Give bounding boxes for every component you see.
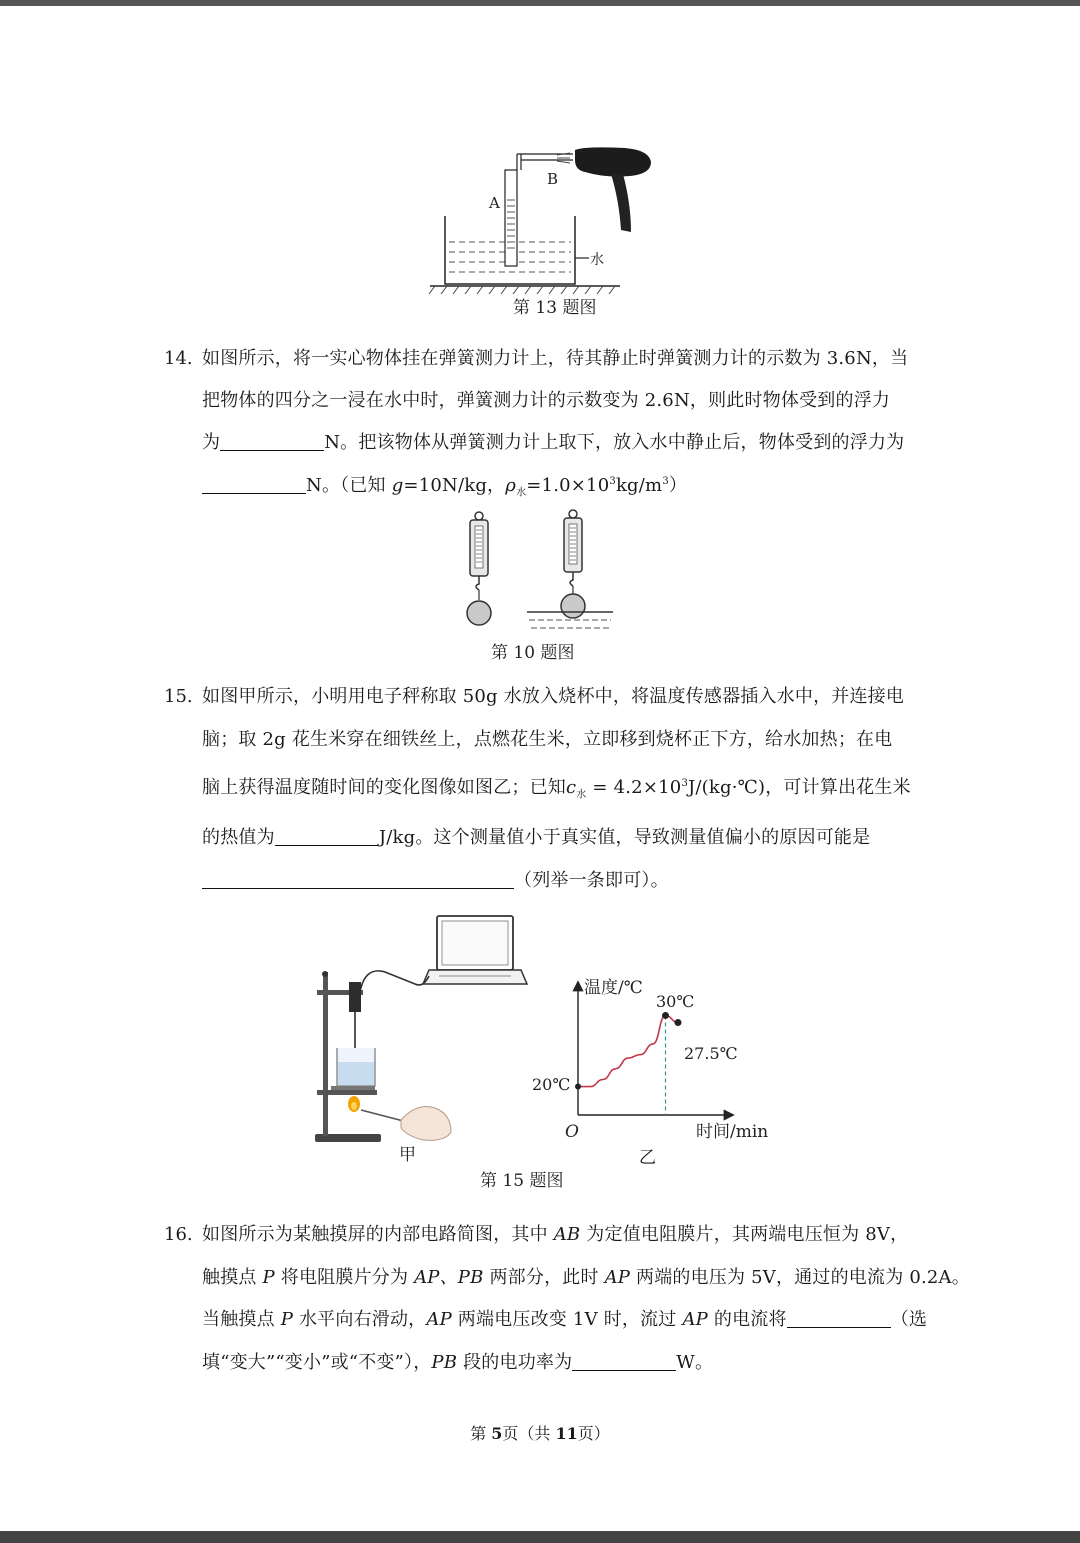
footer-page-number: 5 <box>491 1424 503 1443</box>
chart-start-label: 20℃ <box>532 1075 571 1094</box>
chart-end-label: 27.5℃ <box>684 1044 738 1063</box>
figure-13-caption: 第 13 题图 <box>513 298 597 318</box>
q16-answer-blank-2[interactable] <box>572 1350 676 1371</box>
figure-10-drawing <box>455 508 625 636</box>
fig15-label-yi: 乙 <box>639 1148 656 1168</box>
q16-ap2: AP <box>426 1309 452 1330</box>
footer-post: 页） <box>577 1424 610 1443</box>
footer-pre: 第 <box>470 1424 492 1443</box>
q16-line-3-c: 两端电压改变 1V 时，流过 <box>451 1309 683 1330</box>
q16-line-2-a: 触摸点 <box>202 1267 263 1288</box>
q15-line-2 <box>202 727 892 753</box>
q15-line-2-text: 脑；取 2g 花生米穿在细铁丝上，点燃花生米，立即移到烧杯正下方，给水加热；在电 <box>202 729 893 750</box>
q16-line-3-a: 当触摸点 <box>202 1309 281 1330</box>
q16-answer-blank-1[interactable] <box>787 1307 891 1328</box>
chart-point-end <box>675 1019 682 1026</box>
q14-line-3-pre: 为 <box>202 432 221 453</box>
q15-c-symbol: c <box>566 777 577 798</box>
q15-c-sub: 水 <box>576 789 587 801</box>
fig13-label-water: 水 <box>590 252 604 268</box>
q15-line-3 <box>202 775 911 801</box>
bottom-border <box>0 1531 1080 1543</box>
q16-ap3: AP <box>682 1309 708 1330</box>
figure-15-caption: 第 15 题图 <box>480 1171 564 1191</box>
top-border <box>0 0 1080 6</box>
temperature-chart <box>520 975 790 1170</box>
q16-line-2-b: 将电阻膜片分为 <box>274 1267 415 1288</box>
chart-peak-label: 30℃ <box>656 992 695 1011</box>
q16-number: 16. <box>164 1224 193 1245</box>
q14-rho-exp: 3 <box>609 476 616 487</box>
q15-line-4-post: J/kg。这个测量值小于真实值，导致测量值偏小的原因可能是 <box>378 827 871 848</box>
q15-line-1: 如图甲所示，小明用电子秤称取 50g 水放入烧杯中，将温度传感器插入水中，并连接电 <box>202 686 905 707</box>
q14-g-symbol: g <box>391 475 404 496</box>
q16-line-3-d: 的电流将 <box>707 1309 787 1330</box>
q14-rho-sub: 水 <box>516 487 527 499</box>
q14-line-2 <box>202 388 890 414</box>
q14-number: 14. <box>164 348 193 369</box>
q16-line-4-b: 段的电功率为 <box>457 1352 573 1373</box>
q14-rho-symbol: ρ <box>505 475 517 496</box>
q14-line-4-unit: N。 <box>306 475 341 496</box>
q14-answer-blank-1[interactable] <box>220 430 324 451</box>
q14-answer-blank-2[interactable] <box>202 473 306 494</box>
q15-answer-blank-1[interactable] <box>275 825 379 846</box>
q16-line-1-pre: 如图所示为某触摸屏的内部电路简图，其中 <box>202 1224 554 1245</box>
chart-series-line <box>578 1015 678 1086</box>
q14-close-paren: ） <box>668 475 688 496</box>
figure-13-drawing <box>425 140 665 300</box>
q14-line-4-given: （已知 <box>340 475 392 496</box>
page-footer <box>0 1421 1080 1444</box>
q16-ab: AB <box>553 1224 581 1245</box>
chart-origin-label: O <box>565 1122 579 1142</box>
q15-c-value: = 4.2×10 <box>586 777 682 798</box>
q15-line-4 <box>202 825 870 851</box>
q15-line-4-pre: 的热值为 <box>202 827 275 848</box>
q15-line-5-post: （列举一条即可）。 <box>514 870 669 891</box>
q14-line-2-text: 把物体的四分之一浸在水中时，弹簧测力计的示数变为 2.6N，则此时物体受到的浮力 <box>202 390 891 411</box>
q14-rho-unit: kg/m <box>615 475 663 496</box>
q16-line-1-post: 为定值电阻膜片，其两端电压恒为 8V， <box>580 1224 909 1245</box>
q14-line-4 <box>202 473 687 499</box>
q16-line-3-b: 水平向右滑动， <box>293 1309 427 1330</box>
q16-line-1 <box>202 1222 908 1248</box>
q15-number: 15. <box>164 686 193 707</box>
chart-x-label: 时间/min <box>696 1122 769 1142</box>
chart-y-label: 温度/℃ <box>584 978 643 998</box>
q14-rho-unit-exp: 3 <box>662 476 669 487</box>
q14-line-3-post: N。把该物体从弹簧测力计上取下，放入水中静止后，物体受到的浮力为 <box>324 432 905 453</box>
fig13-label-b: B <box>547 170 559 188</box>
chart-point-start <box>575 1084 581 1090</box>
q16-pb: PB <box>431 1352 458 1373</box>
q16-line-2 <box>202 1265 970 1291</box>
fig13-label-a: A <box>489 194 500 212</box>
q15-c-unit: J/(kg·℃)，可计算出花生米 <box>688 777 911 798</box>
q16-line-3-e: （选 <box>890 1309 928 1330</box>
q14-line-3 <box>202 430 904 456</box>
q16-line-4 <box>202 1350 713 1376</box>
q16-ap1: AP <box>604 1267 631 1288</box>
figure-15-apparatus <box>305 910 535 1170</box>
q16-line-4-c: W。 <box>676 1352 714 1373</box>
q16-ap-pb: AP、PB <box>414 1267 484 1288</box>
footer-mid: 页（共 <box>502 1424 556 1443</box>
chart-point-peak <box>662 1012 669 1019</box>
q16-line-4-a: 填“变大”“变小”或“不变”）， <box>202 1352 432 1373</box>
fig15-label-jia: 甲 <box>399 1145 416 1165</box>
q15-c-exp: 3 <box>681 778 688 789</box>
q16-p1: P <box>262 1267 275 1288</box>
q16-line-2-c: 两部分，此时 <box>483 1267 605 1288</box>
q14-line-1: 如图所示，将一实心物体挂在弹簧测力计上，待其静止时弹簧测力计的示数为 3.6N，当 <box>202 348 909 369</box>
q15-answer-blank-2[interactable] <box>202 868 514 889</box>
q16-line-2-d: 两端的电压为 5V，通过的电流为 0.2A。 <box>630 1267 970 1288</box>
q16-line-3 <box>202 1307 927 1333</box>
figure-10-caption: 第 10 题图 <box>491 643 575 663</box>
q14-g-value: =10N/kg， <box>403 475 506 496</box>
q15-line-5 <box>202 868 669 894</box>
footer-total-pages: 11 <box>555 1424 578 1443</box>
q16-p2: P <box>280 1309 294 1330</box>
q14-rho-value: =1.0×10 <box>526 475 610 496</box>
q15-line-3-pre: 脑上获得温度随时间的变化图像如图乙；已知 <box>202 777 566 798</box>
